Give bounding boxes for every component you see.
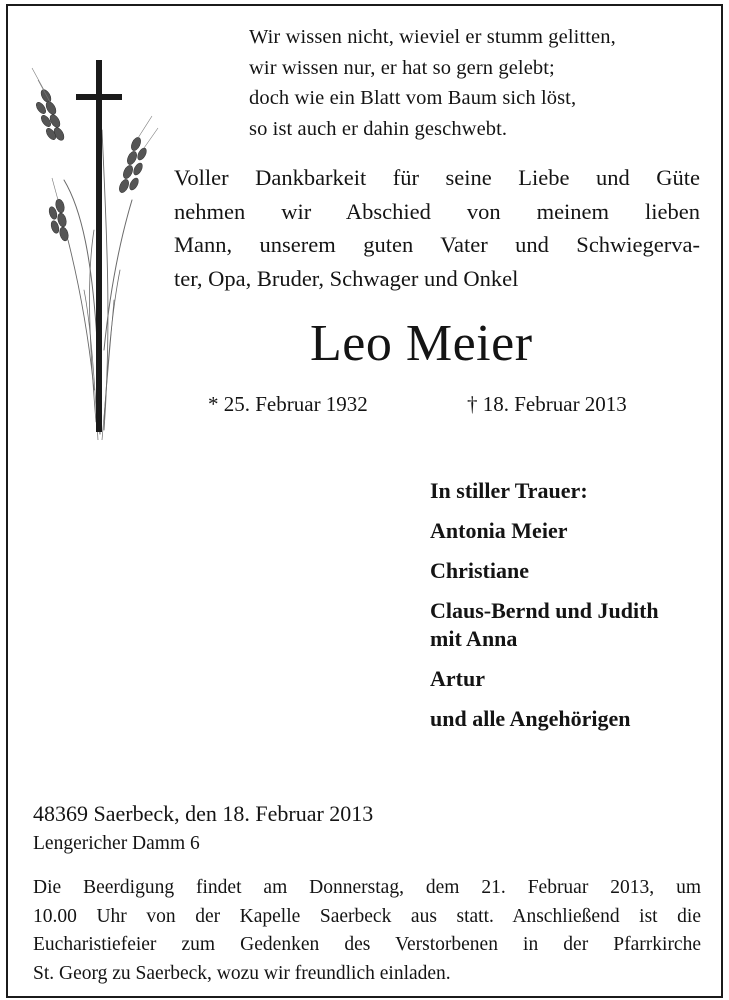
street-address: Lengericher Damm 6 — [33, 833, 200, 854]
mourners-heading: In stiller Trauer: — [430, 478, 588, 503]
intro-text — [174, 161, 700, 295]
mourner-name: Claus-Bernd und Judith — [430, 598, 659, 623]
poem-line: so ist auch er dahin geschwebt. — [249, 117, 508, 140]
death-date: † 18. Februar 2013 — [467, 392, 627, 416]
mourner-name: und alle Angehörigen — [430, 706, 631, 731]
birth-date: * 25. Februar 1932 — [208, 392, 368, 416]
poem-line: wir wissen nur, er hat so gern gelebt; — [249, 56, 555, 79]
intro-line: Voller Dankbarkeit für seine Liebe und Güte — [174, 165, 700, 190]
place-and-date: 48369 Saerbeck, den 18. Februar 2013 — [33, 801, 374, 826]
mourner-name: Artur — [430, 666, 485, 691]
intro-line: Mann, unserem guten Vater und Schwiegerva- — [174, 232, 700, 258]
funeral-line: St. Georg zu Saerbeck, wozu wir freundlich einladen. — [33, 962, 451, 984]
poem — [249, 22, 709, 144]
mourner-name: Christiane — [430, 558, 529, 583]
mourner-name: Antonia Meier — [430, 518, 568, 543]
intro-line: nehmen wir Abschied von meinem lieben — [174, 198, 700, 224]
intro-line: ter, Opa, Bruder, Schwager und Onkel — [174, 265, 519, 291]
funeral-line: Eucharistiefeier zum Gedenken des Verstorbenen in der Pfarrkirche — [33, 934, 701, 955]
poem-line: doch wie ein Blatt vom Baum sich löst, — [249, 87, 577, 109]
mourner-name: mit Anna — [430, 626, 518, 651]
funeral-line: Die Beerdigung findet am Donnerstag, dem 21. Februar 2013, um — [33, 877, 701, 898]
funeral-notice — [33, 874, 701, 988]
cross-with-wheat-ears-icon — [24, 50, 174, 440]
mourners-list — [430, 477, 720, 745]
poem-line: Wir wissen nicht, wieviel er stumm gelitten, — [249, 26, 616, 48]
deceased-name: Leo Meier — [310, 315, 533, 372]
funeral-line: 10.00 Uhr von der Kapelle Saerbeck aus statt. Anschließend ist die — [33, 905, 701, 927]
